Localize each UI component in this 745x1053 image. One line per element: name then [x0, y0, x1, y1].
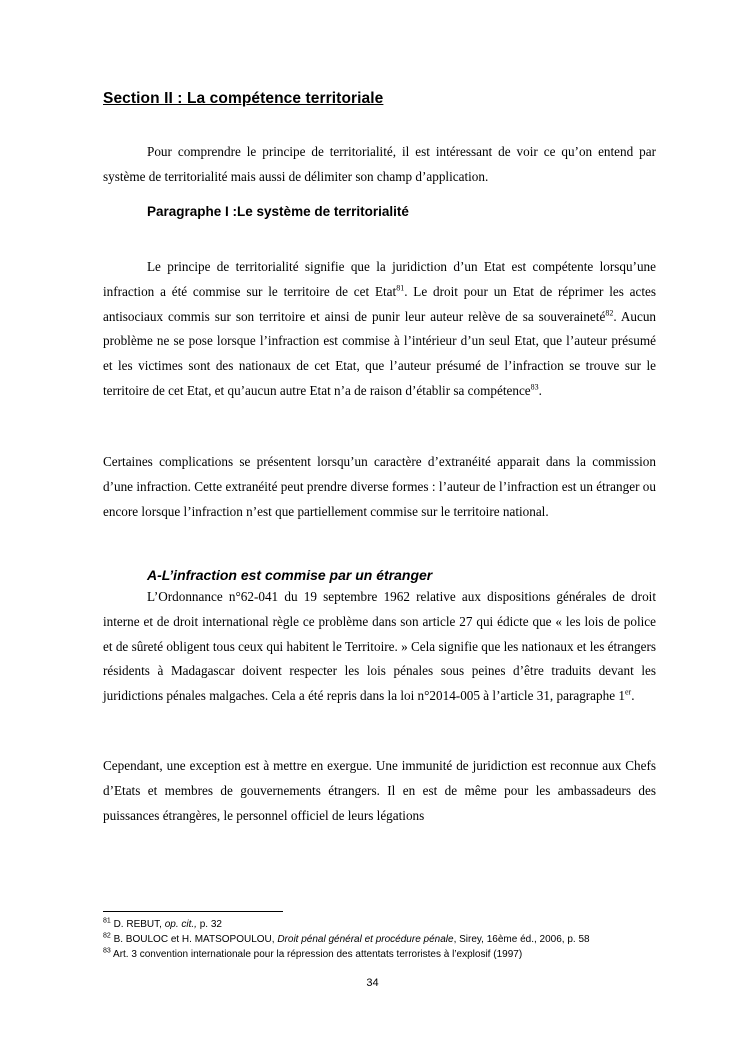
territoriality-paragraph	[103, 255, 656, 404]
p3-superscript: er	[624, 687, 632, 697]
p1-text-c: . Aucun problème ne se pose lorsque l’infraction est commise à l’intérieur d’un seul Etat, que l’auteur présumé et les victimes sont des nationaux de cet Etat, que l’auteur présumé de l’infraction se trouve sur le territoire de cet Etat, et qu’aucun autre Etat n’a de raison d’établir sa compétence	[103, 308, 657, 398]
footnote-number: 83	[103, 947, 111, 955]
section-title: Section II : La compétence territoriale	[103, 90, 384, 107]
footnote-text: B. BOULOC et H. MATSOPOULOU,	[113, 934, 278, 945]
footnote-separator	[103, 911, 283, 912]
ordonnance-paragraph	[103, 585, 656, 709]
exception-paragraph: Cependant, une exception est à mettre en exergue. Une immunité de juridiction est reconnue aux Chefs d’Etats et membres de gouvernements étrangers. Il en est de même pour les ambassadeurs des puissances étrangères, le personnel officiel de leurs légations	[103, 758, 656, 823]
footnote-81	[103, 918, 222, 932]
paragraph-title: Paragraphe I :Le système de territorialité	[147, 204, 409, 219]
page-number: 34	[366, 977, 379, 989]
footnote-number: 81	[103, 917, 111, 925]
p1-text-a: Le principe de territorialité signifie que la juridiction d’un Etat est compétente lorsqu’une infraction a été commise sur le territoire de cet Etat	[103, 259, 656, 299]
footnote-83	[103, 948, 522, 962]
intro-paragraph: Pour comprendre le principe de territorialité, il est intéressant de voir ce qu’on entend par système de territorialité mais aussi de délimiter son champ d’application.	[103, 144, 656, 184]
complications-paragraph: Certaines complications se présentent lorsqu’un caractère d’extranéité apparait dans la commission d’une infraction. Cette extranéité peut prendre diverse formes : l’auteur de l’infraction est un étranger ou encore lorsque l’infraction n’est que partiellement commise sur le territoire national.	[103, 454, 656, 519]
p1-text-b: . Le droit pour un Etat de réprimer les actes antisociaux commis sur son territoire et ainsi de punir leur auteur relève de sa souveraineté	[103, 283, 657, 324]
footnote-82	[103, 933, 590, 947]
subsection-title: A-L’infraction est commise par un étranger	[147, 567, 433, 583]
footnote-ref-81: 81	[396, 283, 405, 293]
footnote-text-end: p. 32	[196, 919, 222, 930]
footnote-text-end: , Sirey, 16ème éd., 2006, p. 58	[453, 934, 590, 945]
p3-text-b: .	[631, 688, 635, 704]
footnote-ref-82: 82	[605, 308, 614, 318]
footnote-number: 82	[103, 932, 111, 940]
footnote-italic: Droit pénal général et procédure pénale	[277, 934, 454, 945]
footnote-text: Art. 3 convention internationale pour la répression des attentats terroristes à l’explosif (1997)	[113, 949, 523, 960]
footnote-ref-83: 83	[530, 382, 539, 392]
footnote-italic: op. cit.,	[164, 919, 197, 930]
p3-text-a: L’Ordonnance n°62-041 du 19 septembre 1962 relative aux dispositions générales de droit interne et de droit international règle ce problème dans son article 27 qui édicte que « les lois de police et de sûreté obligent tous ceux qui habitent le Territoire. » Cela signifie que les nationaux et les étrangers résidents à Madagascar doivent respecter les lois pénales sous peines d’être traduits devant les juridictions pénales malgaches. Cela a été repris dans la loi n°2014-005 à l’article 31, paragraphe 1	[103, 589, 656, 704]
p1-text-d: .	[538, 382, 542, 398]
footnote-text: D. REBUT,	[113, 919, 165, 930]
